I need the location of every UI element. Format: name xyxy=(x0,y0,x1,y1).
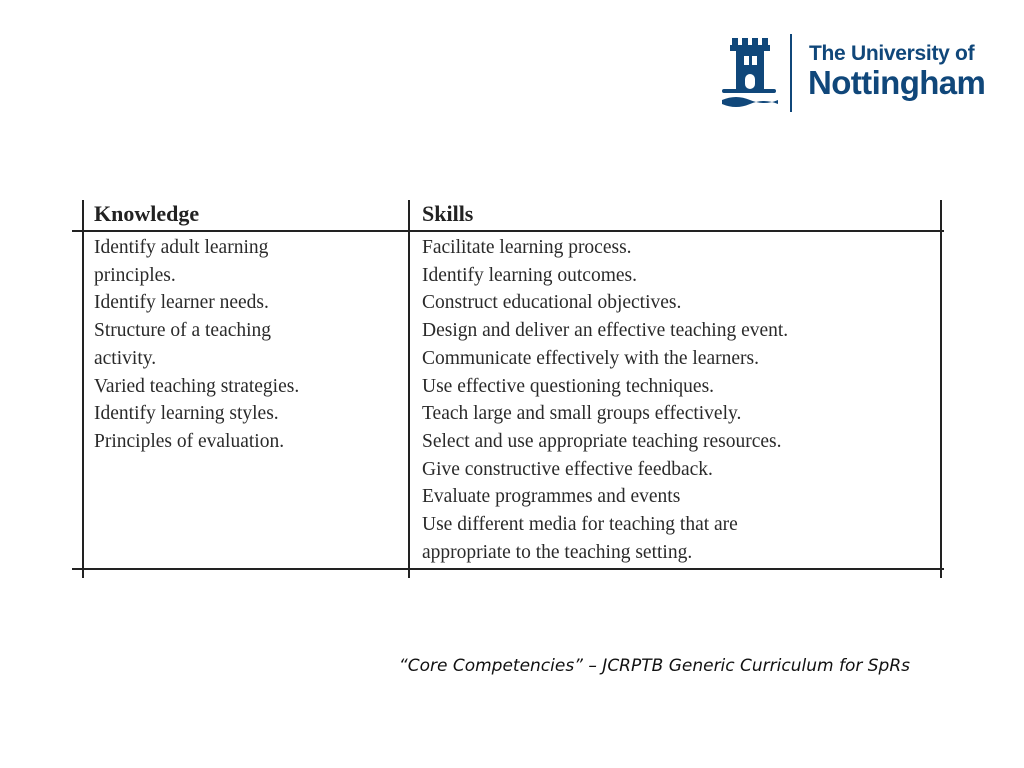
table-column-divider xyxy=(408,200,410,578)
skills-line: appropriate to the teaching setting. xyxy=(422,541,693,563)
table-right-border xyxy=(940,200,942,578)
skills-header: Skills xyxy=(422,201,474,226)
knowledge-cell xyxy=(94,234,299,456)
competencies-table xyxy=(72,200,944,578)
skills-line: Use different media for teaching that are xyxy=(422,514,738,536)
knowledge-line: principles. xyxy=(94,264,176,286)
knowledge-line: Varied teaching strategies. xyxy=(94,375,300,397)
knowledge-line: Principles of evaluation. xyxy=(94,430,285,452)
table-left-border xyxy=(82,200,84,578)
skills-line: Select and use appropriate teaching resources. xyxy=(422,430,782,452)
skills-line: Design and deliver an effective teaching event. xyxy=(422,320,789,342)
knowledge-header: Knowledge xyxy=(94,201,200,226)
skills-line: Use effective questioning techniques. xyxy=(422,375,715,397)
skills-line: Facilitate learning process. xyxy=(422,237,632,258)
skills-line: Identify learning outcomes. xyxy=(422,264,637,286)
knowledge-line: Identify adult learning xyxy=(94,237,269,258)
logo-text-university-of: The University of xyxy=(809,42,975,65)
knowledge-line: Identify learner needs. xyxy=(94,292,269,314)
table-header-divider xyxy=(72,230,944,232)
table-row-divider xyxy=(72,568,944,570)
slide-caption: “Core Competencies” – JCRPTB Generic Curriculum for SpRs xyxy=(398,656,910,676)
skills-line: Teach large and small groups effectively. xyxy=(422,403,742,425)
skills-cell xyxy=(422,234,788,566)
knowledge-line: Identify learning styles. xyxy=(94,403,279,425)
skills-line: Give constructive effective feedback. xyxy=(422,458,713,480)
skills-line: Evaluate programmes and events xyxy=(422,486,681,508)
university-logo xyxy=(722,34,984,114)
skills-line: Construct educational objectives. xyxy=(422,292,682,314)
knowledge-line: activity. xyxy=(94,347,157,369)
logo-text-nottingham: Nottingham xyxy=(808,64,986,101)
castle-crest-icon xyxy=(722,34,802,114)
skills-line: Communicate effectively with the learners. xyxy=(422,347,759,369)
knowledge-line: Structure of a teaching xyxy=(94,320,272,342)
